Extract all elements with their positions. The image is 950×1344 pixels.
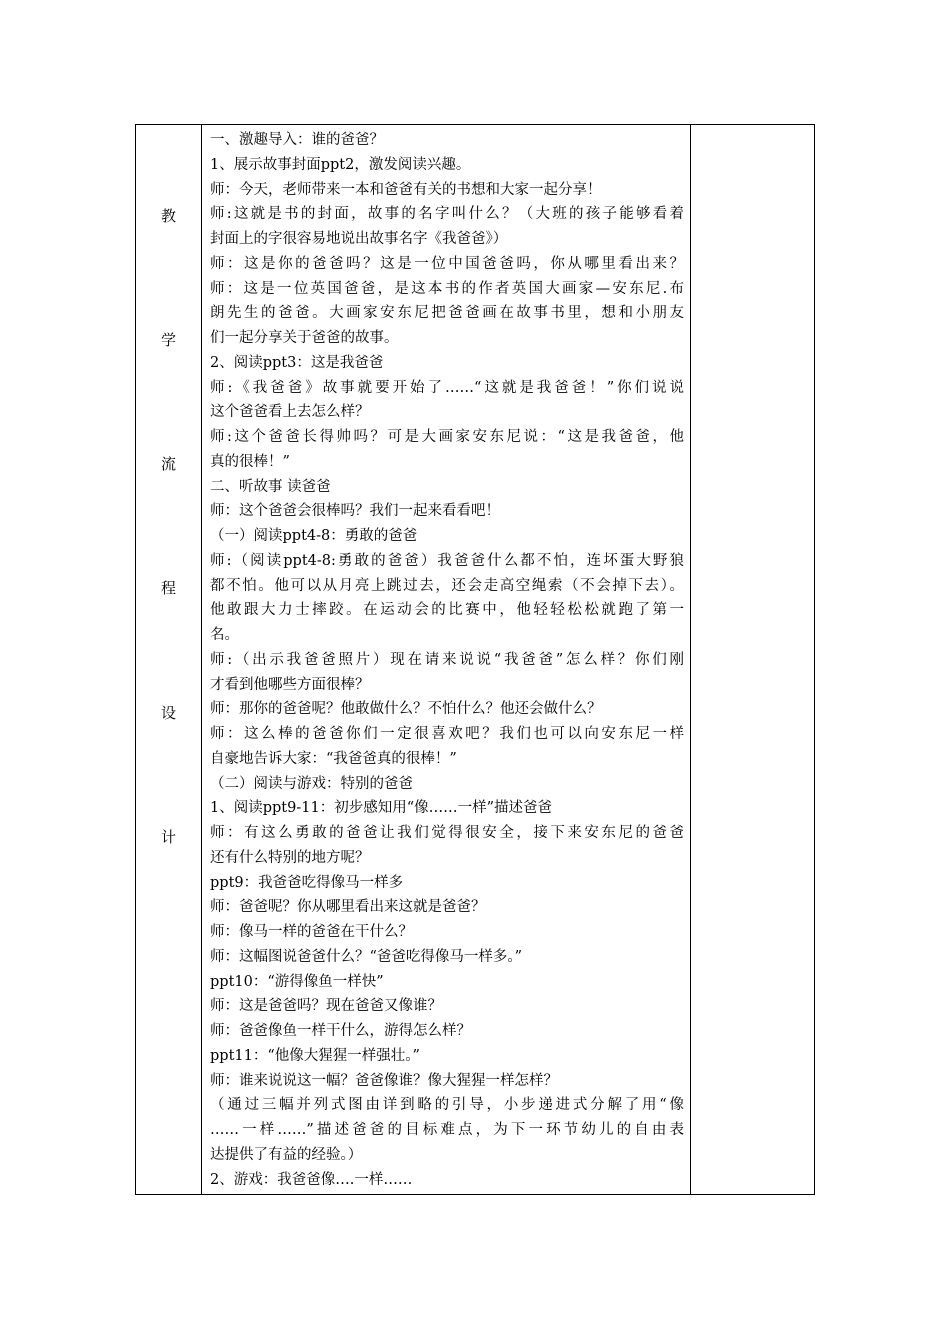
content-line: ppt9：我爸爸吃得像马一样多 [210,874,404,891]
content-line: 真的很棒！” [210,453,290,470]
section-label-char: 流 [160,455,176,473]
content-line: 师：爸爸像鱼一样干什么，游得怎么样？ [210,1023,471,1039]
content-line: 师：这么棒的爸爸你们一定很喜欢吧？我们也可以向安东尼一样 [210,726,684,742]
content-line: 名。 [210,627,239,643]
content-line: 师:这就是书的封面，故事的名字叫什么？（大班的孩子能够看着 [210,206,684,223]
content-line: 师:《我爸爸》故事就要开始了……“这就是我爸爸！”你们说说 [210,379,684,396]
content-line: 自豪地告诉大家：“我爸爸真的很棒！” [210,750,457,767]
content-line: 他敢跟大力士摔跤。在运动会的比赛中，他轻轻松松就跑了第一 [210,602,684,619]
content-line: 一、激趣导入：谁的爸爸？ [210,132,384,148]
content-line: 师:（阅读ppt4-8:勇敢的爸爸）我爸爸什么都不怕，连坏蛋大野狼 [210,552,684,569]
content-line: 封面上的字很容易地说出故事名字《我爸爸》） [210,231,508,247]
content-line: 师：这个爸爸会很棒吗？我们一起来看看吧！ [210,503,500,520]
content-line: 达提供了有益的经验。） [210,1146,363,1163]
section-label-column [136,125,202,1194]
content-line: （二）阅读与游戏：特别的爸爸 [210,775,413,792]
content-line: 1、展示故事封面ppt2，激发阅读兴趣。 [210,156,471,173]
content-line: 师：爸爸呢？你从哪里看出来这就是爸爸？ [210,899,486,916]
content-line: 师:（出示我爸爸照片）现在请来说说“我爸爸”怎么样？你们刚 [210,651,684,668]
content-line: 二、听故事 读爸爸 [210,478,331,495]
content-line: （通过三幅并列式图由详到略的引导，小步递进式分解了用“像 [210,1097,684,1114]
content-line: 们一起分享关于爸爸的故事。 [210,330,399,346]
lesson-plan-table [135,124,815,1195]
content-line: 还有什么特别的地方呢？ [210,849,370,866]
content-line: 师:这个爸爸长得帅吗？可是大画家安东尼说：“这是我爸爸，他 [210,429,684,445]
section-label-char: 程 [160,579,176,597]
content-line: ……一样……”描述爸爸的目标难点，为下一环节幼儿的自由表 [210,1122,684,1138]
content-line: 师：这是一位英国爸爸，是这本书的作者英国大画家—安东尼.布 [210,280,684,297]
section-label-char: 教 [160,207,176,225]
lesson-content-column [202,125,691,1194]
section-label-char: 计 [160,828,176,846]
content-line: 师：今天，老师带来一本和爸爸有关的书想和大家一起分享！ [210,181,602,198]
content-line: 师：这幅图说爸爸什么？“爸爸吃得像马一样多。” [210,948,523,965]
content-line: （一）阅读ppt4-8：勇敢的爸爸 [210,528,418,544]
content-line: 师：像马一样的爸爸在干什么？ [210,924,413,940]
content-line: 1、阅读ppt9-11：初步感知用“像……一样”描述爸爸 [210,800,553,817]
content-line: ppt10：“游得像鱼一样快” [210,973,384,990]
section-label-char: 学 [160,331,176,349]
content-line: 师：这是爸爸吗？现在爸爸又像谁？ [210,998,442,1015]
content-line: 师：有这么勇敢的爸爸让我们觉得很安全，接下来安东尼的爸爸 [210,825,684,841]
content-line: 师：那你的爸爸呢？他敢做什么？不怕什么？他还会做什么？ [210,701,602,718]
content-line: 朗先生的爸爸。大画家安东尼把爸爸画在故事书里，想和小朋友 [210,305,684,322]
content-line: 2、游戏：我爸爸像….一样…… [210,1171,413,1188]
notes-column [691,125,814,1194]
content-line: 2、阅读ppt3：这是我爸爸 [210,354,384,371]
content-line: 才看到他哪些方面很棒？ [210,676,370,693]
content-line: 师：谁来说说这一幅？爸爸像谁？像大猩猩一样怎样？ [210,1072,558,1089]
content-line: ppt11：“他像大猩猩一样强壮。” [210,1047,420,1064]
section-label-char: 设 [160,704,176,722]
content-line: 这个爸爸看上去怎么样？ [210,404,370,421]
content-line: 师：这是你的爸爸吗？这是一位中国爸爸吗，你从哪里看出来？ [210,255,684,272]
content-line: 都不怕。他可以从月亮上跳过去，还会走高空绳索（不会掉下去）。 [210,577,684,594]
